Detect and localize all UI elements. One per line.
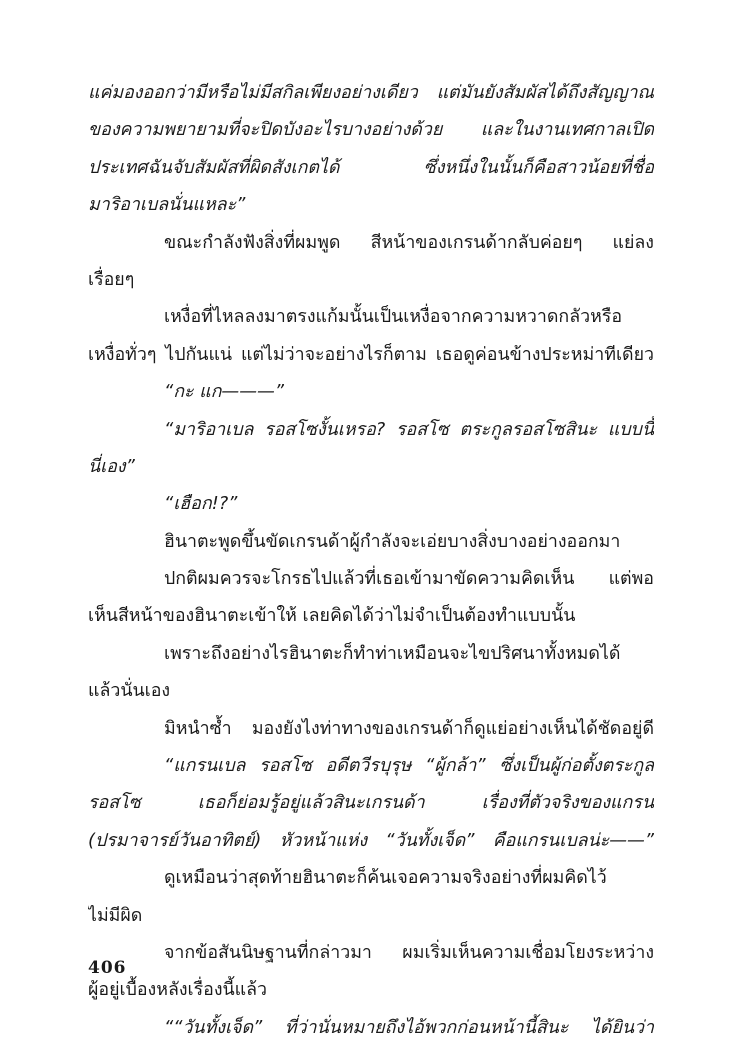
- text-line: จากข้อสันนิษฐานที่กล่าวมา ผมเริ่มเห็นความเชื่อมโยงระหว่าง: [164, 941, 654, 963]
- text-line: เรื่อยๆ: [88, 268, 135, 290]
- text-line: ประเทศฉันจับสัมผัสที่ผิดสังเกตได้ ซึ่งหนึ่งในนั้นก็คือสาวน้อยที่ชื่อ: [88, 156, 654, 178]
- text-line: ไม่มีผิด: [88, 904, 143, 926]
- text-line: เห็นสีหน้าของฮินาตะเข้าให้ เลยคิดได้ว่าไม่จำเป็นต้องทำแบบนั้น: [88, 605, 576, 627]
- text-line: “มาริอาเบล รอสโซงั้นเหรอ? รอสโซ ตระกูลรอสโซสินะ แบบนี้: [164, 418, 654, 440]
- text-line: มาริอาเบลนั่นแหละ”: [88, 194, 246, 216]
- text-line: เหงื่อทั่วๆ ไปกันแน่ แต่ไม่ว่าจะอย่างไรก็ตาม เธอดูค่อนข้างประหม่าทีเดียว: [88, 343, 654, 365]
- text-line: ปกติผมควรจะโกรธไปแล้วที่เธอเข้ามาขัดความคิดเห็น แต่พอ: [164, 568, 654, 590]
- text-line: แล้วนั่นเอง: [88, 680, 171, 702]
- text-line: แค่มองออกว่ามีหรือไม่มีสกิลเพียงอย่างเดียว แต่มันยังสัมผัสได้ถึงสัญญาณ: [88, 82, 654, 103]
- text-line: มิหนำซ้ำ มองยังไงท่าทางของเกรนด้าก็ดูแย่อย่างเห็นได้ชัดอยู่ดี: [164, 717, 654, 739]
- text-line: (ปรมาจารย์วันอาทิตย์) หัวหน้าแห่ง “วันทั้งเจ็ด” คือแกรนเบลน่ะ——”: [88, 829, 654, 851]
- text-line: “เฮือก!?”: [164, 493, 238, 515]
- text-line: ดูเหมือนว่าสุดท้ายฮินาตะก็ค้นเจอความจริงอย่างที่ผมคิดไว้: [164, 867, 607, 889]
- text-line: เพราะถึงอย่างไรฮินาตะก็ทำท่าเหมือนจะไขปริศนาทั้งหมดได้: [164, 642, 621, 664]
- text-line: ผู้อยู่เบื้องหลังเรื่องนี้แล้ว: [88, 979, 268, 1001]
- text-line: “กะ แก———”: [164, 381, 284, 403]
- text-line: นี่เอง”: [88, 455, 135, 477]
- text-line: ของความพยายามที่จะปิดบังอะไรบางอย่างด้วย และในงานเทศกาลเปิด: [88, 119, 654, 141]
- text-body: [88, 74, 654, 1046]
- text-line: “แกรนเบล รอสโซ อดีตวีรบุรุษ “ผู้กล้า” ซึ่งเป็นผู้ก่อตั้งตระกูล: [164, 755, 654, 777]
- text-line: เหงื่อที่ไหลลงมาตรงแก้มนั้นเป็นเหงื่อจากความหวาดกลัวหรือ: [164, 306, 623, 328]
- text-line: ขณะกำลังฟังสิ่งที่ผมพูด สีหน้าของเกรนด้ากลับค่อยๆ แย่ลง: [164, 231, 654, 253]
- text-line: ฮินาตะพูดขึ้นขัดเกรนด้าผู้กำลังจะเอ่ยบางสิ่งบางอย่างออกมา: [164, 530, 621, 552]
- text-line: รอสโซ เธอก็ย่อมรู้อยู่แล้วสินะเกรนด้า เรื่องที่ตัวจริงของแกรน: [88, 792, 654, 814]
- text-line: ““วันทั้งเจ็ด” ที่ว่านั่นหมายถึงไอ้พวกก่อนหน้านี้สินะ ได้ยินว่า: [164, 1016, 654, 1038]
- page-number: 406: [88, 958, 127, 978]
